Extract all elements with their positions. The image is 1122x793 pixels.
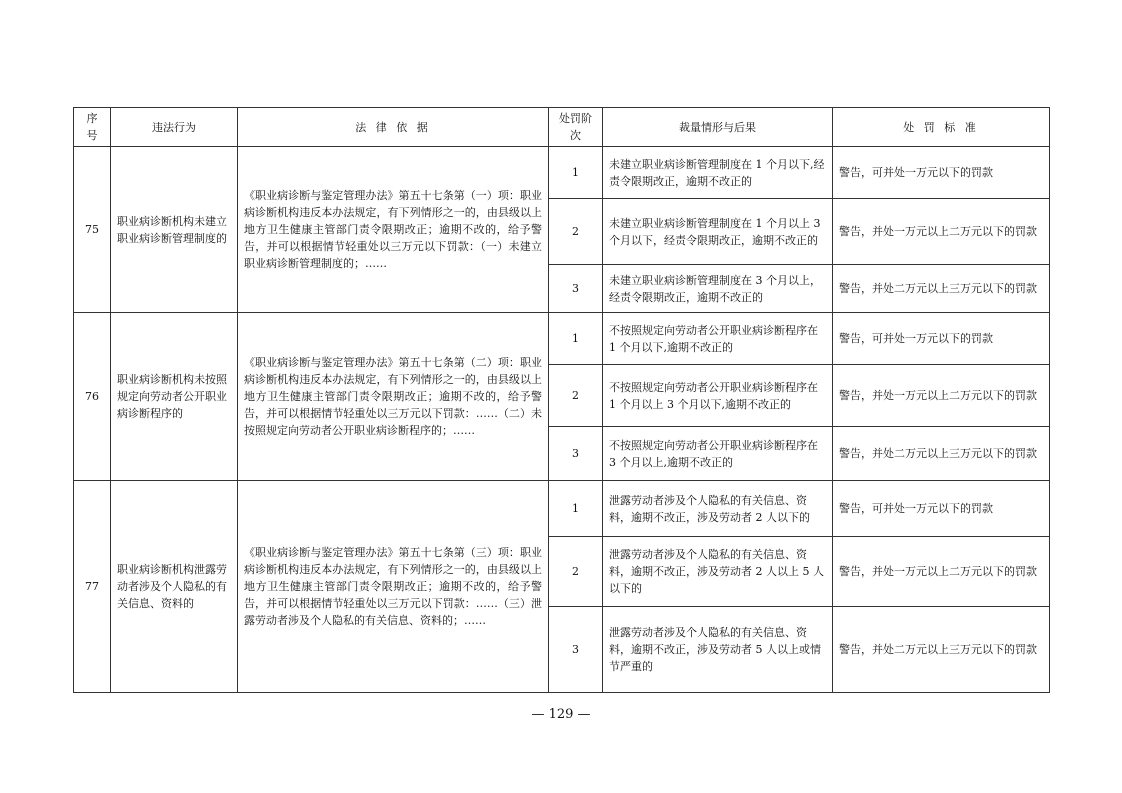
penalty-standard: 警告，并处一万元以上二万元以下的罚款 [833,199,1050,265]
table-row [74,481,1050,537]
header-legal-basis: 法 律 依 据 [238,108,549,147]
row-violation: 职业病诊断机构未按照规定向劳动者公开职业病诊断程序的 [111,313,238,481]
penalty-level: 1 [549,313,603,365]
table-row [74,147,1050,199]
penalty-level: 1 [549,147,603,199]
penalty-level: 1 [549,481,603,537]
table-header-row [74,108,1050,147]
header-violation: 违法行为 [111,108,238,147]
row-seq: 76 [74,313,111,481]
penalty-level: 2 [549,199,603,265]
penalty-standard: 警告，可并处一万元以下的罚款 [833,481,1050,537]
row-legal-basis: 《职业病诊断与鉴定管理办法》第五十七条第（二）项：职业病诊断机构违反本办法规定，有下列情形之一的，由县级以上地方卫生健康主管部门责令限期改正；逾期不改的，给予警告，并可以根据情节轻重处以三万元以下罚款：……（二）未按照规定向劳动者公开职业病诊断程序的；…… [238,313,549,481]
discretion-condition: 不按照规定向劳动者公开职业病诊断程序在 1 个月以下,逾期不改正的 [603,313,833,365]
penalty-level: 3 [549,265,603,313]
penalty-standard: 警告，可并处一万元以下的罚款 [833,147,1050,199]
discretion-condition: 不按照规定向劳动者公开职业病诊断程序在 3 个月以上,逾期不改正的 [603,427,833,481]
table-row [74,313,1050,365]
header-seq: 序号 [74,108,111,147]
penalty-standard: 警告，并处一万元以上二万元以下的罚款 [833,537,1050,607]
discretion-condition: 泄露劳动者涉及个人隐私的有关信息、资料，逾期不改正，涉及劳动者 2 人以下的 [603,481,833,537]
discretion-condition: 未建立职业病诊断管理制度在 1 个月以上 3 个月以下，经责令限期改正，逾期不改正的 [603,199,833,265]
penalty-level: 2 [549,537,603,607]
row-seq: 77 [74,481,111,693]
row-legal-basis: 《职业病诊断与鉴定管理办法》第五十七条第（三）项：职业病诊断机构违反本办法规定，有下列情形之一的，由县级以上地方卫生健康主管部门责令限期改正；逾期不改的，给予警告，并可以根据情节轻重处以三万元以下罚款：……（三）泄露劳动者涉及个人隐私的有关信息、资料的；…… [238,481,549,693]
penalty-level: 3 [549,427,603,481]
penalty-standard: 警告，并处一万元以上二万元以下的罚款 [833,365,1050,427]
discretion-condition: 泄露劳动者涉及个人隐私的有关信息、资料，逾期不改正，涉及劳动者 2 人以上 5 人以下的 [603,537,833,607]
header-discretion: 裁量情形与后果 [603,108,833,147]
page-number: — 129 — [531,707,591,722]
discretion-condition: 未建立职业病诊断管理制度在 1 个月以下,经责令限期改正，逾期不改正的 [603,147,833,199]
penalty-standard: 警告，并处二万元以上三万元以下的罚款 [833,427,1050,481]
discretion-condition: 不按照规定向劳动者公开职业病诊断程序在 1 个月以上 3 个月以下,逾期不改正的 [603,365,833,427]
header-penalty-standard: 处 罚 标 准 [833,108,1050,147]
penalty-level: 3 [549,607,603,693]
discretion-condition: 泄露劳动者涉及个人隐私的有关信息、资料，逾期不改正，涉及劳动者 5 人以上或情节严重的 [603,607,833,693]
penalty-level: 2 [549,365,603,427]
penalty-standard: 警告，可并处一万元以下的罚款 [833,313,1050,365]
discretion-condition: 未建立职业病诊断管理制度在 3 个月以上，经责令限期改正，逾期不改正的 [603,265,833,313]
header-penalty-level: 处罚阶次 [549,108,603,147]
row-legal-basis: 《职业病诊断与鉴定管理办法》第五十七条第（一）项：职业病诊断机构违反本办法规定，有下列情形之一的，由县级以上地方卫生健康主管部门责令限期改正；逾期不改的，给予警告，并可以根据情节轻重处以三万元以下罚款：（一）未建立职业病诊断管理制度的；…… [238,147,549,313]
penalty-standard: 警告，并处二万元以上三万元以下的罚款 [833,265,1050,313]
penalty-standard: 警告，并处二万元以上三万元以下的罚款 [833,607,1050,693]
row-seq: 75 [74,147,111,313]
row-violation: 职业病诊断机构未建立职业病诊断管理制度的 [111,147,238,313]
row-violation: 职业病诊断机构泄露劳动者涉及个人隐私的有关信息、资料的 [111,481,238,693]
penalty-standards-table [73,107,1050,693]
